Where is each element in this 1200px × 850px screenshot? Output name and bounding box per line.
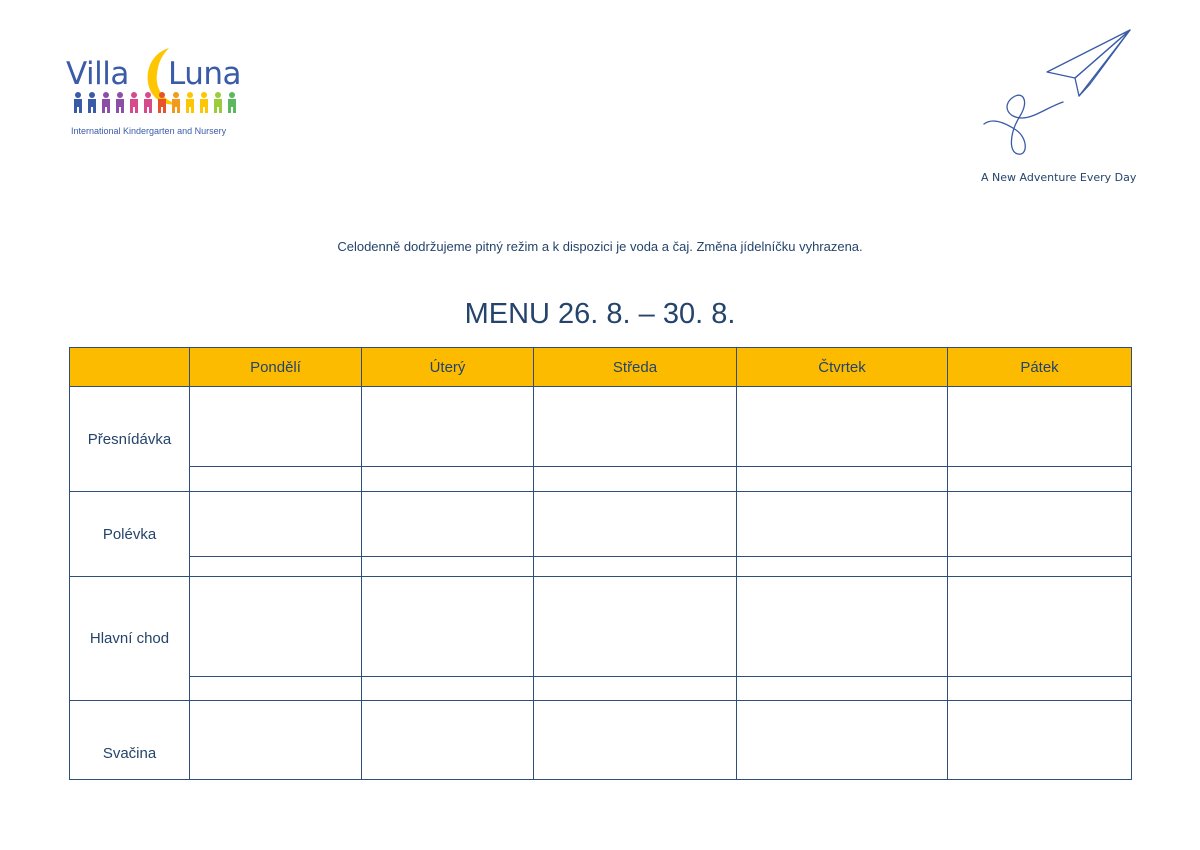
allergen-cell (737, 677, 948, 701)
allergen-cell (190, 467, 362, 492)
menu-cell (737, 701, 948, 780)
allergen-cell (190, 677, 362, 701)
header-cell-empty (70, 348, 190, 387)
villa-luna-logo (66, 44, 246, 140)
table-row (70, 577, 1132, 677)
menu-cell (534, 701, 737, 780)
table-row (70, 701, 1132, 780)
allergen-cell (948, 467, 1132, 492)
menu-cell (534, 387, 737, 467)
menu-cell (362, 492, 534, 557)
menu-cell (190, 492, 362, 557)
header-cell-thursday: Čtvrtek (737, 348, 948, 387)
table-row (70, 492, 1132, 557)
table-row (70, 677, 1132, 701)
table-header-row (70, 348, 1132, 387)
allergen-cell (948, 677, 1132, 701)
menu-cell (362, 387, 534, 467)
children-icon (70, 91, 240, 113)
row-label-hlavni-chod: Hlavní chod (70, 577, 190, 701)
menu-cell (362, 577, 534, 677)
header-cell-monday: Pondělí (190, 348, 362, 387)
table-row (70, 467, 1132, 492)
header-cell-wednesday: Středa (534, 348, 737, 387)
tagline: A New Adventure Every Day (981, 171, 1137, 184)
paper-plane-icon (980, 26, 1140, 158)
allergen-cell (362, 557, 534, 577)
allergen-cell (534, 677, 737, 701)
allergen-cell (948, 557, 1132, 577)
allergen-cell (534, 557, 737, 577)
page-title: MENU 26. 8. – 30. 8. (464, 298, 736, 330)
allergen-cell (737, 467, 948, 492)
table-row (70, 557, 1132, 577)
menu-cell (737, 577, 948, 677)
menu-cell (948, 492, 1132, 557)
menu-cell (190, 387, 362, 467)
menu-cell (948, 387, 1132, 467)
menu-cell (948, 701, 1132, 780)
row-label-svacina: Svačina (70, 701, 190, 780)
menu-cell (362, 701, 534, 780)
menu-cell (737, 492, 948, 557)
menu-cell (534, 492, 737, 557)
logo-subtitle: International Kindergarten and Nursery (71, 126, 227, 136)
header-cell-tuesday: Úterý (362, 348, 534, 387)
menu-cell (948, 577, 1132, 677)
menu-cell (190, 701, 362, 780)
allergen-cell (362, 677, 534, 701)
menu-table (69, 347, 1132, 780)
notice-text: Celodenně dodržujeme pitný režim a k dispozici je voda a čaj. Změna jídelníčku vyhrazena. (337, 239, 863, 254)
logo-text-luna: Luna (168, 56, 242, 92)
table-row (70, 387, 1132, 467)
row-label-presnidavka: Přesnídávka (70, 387, 190, 492)
menu-cell (534, 577, 737, 677)
header-cell-friday: Pátek (948, 348, 1132, 387)
menu-cell (737, 387, 948, 467)
allergen-cell (737, 557, 948, 577)
allergen-cell (190, 557, 362, 577)
logo-text-villa: Villa (66, 56, 129, 92)
row-label-polevka: Polévka (70, 492, 190, 577)
menu-cell (190, 577, 362, 677)
allergen-cell (534, 467, 737, 492)
allergen-cell (362, 467, 534, 492)
